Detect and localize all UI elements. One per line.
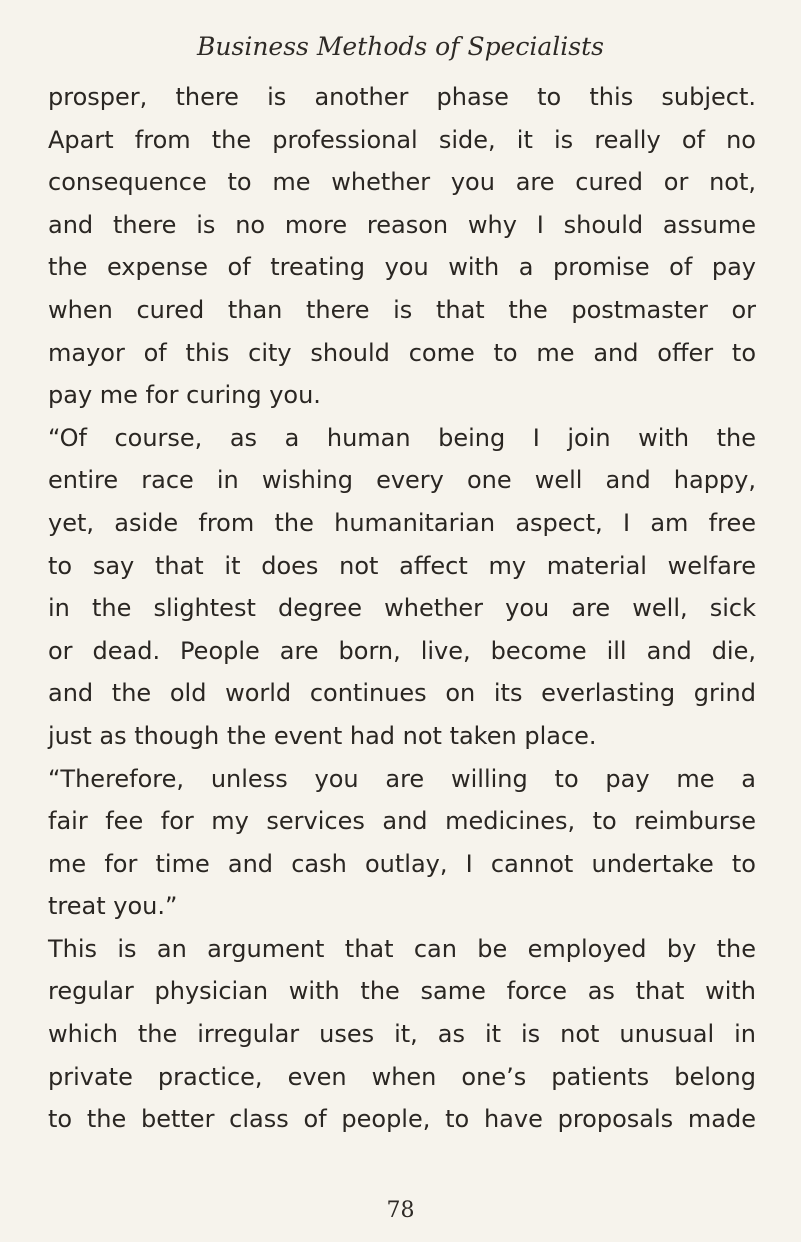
text-line: treat you.” [48, 892, 178, 921]
text-line: mayor of this city should come to me and offer to [48, 338, 756, 367]
page-number: 78 [386, 1198, 415, 1223]
text-line: pay me for curing you. [48, 381, 321, 410]
running-head: Business Methods of Specialists [197, 32, 604, 61]
text-line: and there is no more reason why I should assume [48, 210, 756, 239]
text-line: prosper, there is another phase to this subject. [48, 83, 756, 111]
text-line: the expense of treating you with a promise of pay [48, 253, 756, 282]
text-line: private practice, even when one’s patients belong [48, 1062, 756, 1091]
text-line: “Therefore, unless you are willing to pay me a [48, 764, 756, 793]
text-line: Apart from the professional side, it is really of no [48, 125, 756, 154]
text-line: or dead. People are born, live, become ill and die, [48, 636, 756, 665]
text-line: when cured than there is that the postmaster or [48, 295, 756, 324]
text-line: me for time and cash outlay, I cannot undertake to [48, 849, 756, 878]
text-line: consequence to me whether you are cured or not, [48, 168, 756, 197]
text-line: just as though the event had not taken place. [48, 721, 597, 750]
text-line: to the better class of people, to have proposals made [48, 1105, 756, 1134]
text-line: which the irregular uses it, as it is not unusual in [48, 1020, 756, 1049]
text-line: This is an argument that can be employed by the [48, 934, 756, 963]
body-text [48, 76, 756, 1141]
text-line: entire race in wishing every one well and happy, [48, 466, 756, 495]
text-line: regular physician with the same force as that with [48, 977, 756, 1006]
text-line: yet, aside from the humanitarian aspect, I am free [48, 508, 756, 537]
text-line: “Of course, as a human being I join with the [48, 423, 756, 452]
text-line: to say that it does not affect my material welfare [48, 551, 756, 580]
text-line: in the slightest degree whether you are well, sick [48, 594, 756, 623]
text-line: and the old world continues on its everlasting grind [48, 679, 756, 708]
text-line: fair fee for my services and medicines, to reimburse [48, 807, 756, 836]
